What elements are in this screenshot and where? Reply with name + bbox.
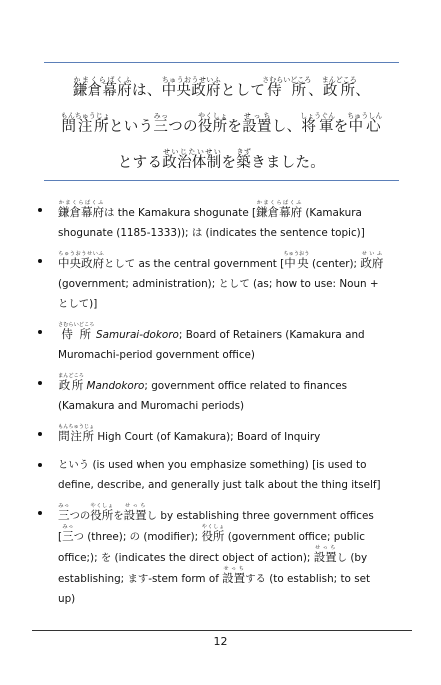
kanji-base: 問注所 xyxy=(58,429,95,443)
text-segment: を xyxy=(227,119,243,135)
furigana-word xyxy=(161,76,221,99)
furigana-word xyxy=(236,148,252,171)
furigana-reading: きず xyxy=(236,148,252,156)
furigana-reading: ちゅうおうせいふ xyxy=(58,251,104,257)
text-segment: は、 xyxy=(132,83,162,99)
kanji-base: 役所 xyxy=(201,529,225,543)
furigana-reading: もんちゅうじょ xyxy=(58,424,95,430)
text-segment: を xyxy=(221,155,237,171)
passage-line xyxy=(44,112,399,134)
list-item xyxy=(38,322,388,365)
kanji-base: 設置 xyxy=(313,550,337,564)
kanji-base: 設置 xyxy=(242,119,272,135)
page-number: 12 xyxy=(213,635,228,648)
bullet-icon xyxy=(38,511,42,515)
text-segment: 、 xyxy=(308,83,324,99)
list-item xyxy=(38,455,388,495)
furigana-word xyxy=(360,251,384,270)
furigana-reading: さむらいどころ xyxy=(262,76,312,84)
furigana-reading: かまくらばくふ xyxy=(58,200,104,206)
text-segment: (government office; public office;); を (indicates the direct object of action); xyxy=(58,531,366,564)
vocabulary-list xyxy=(38,200,388,617)
furigana-reading: まんどころ xyxy=(58,373,84,379)
kanji-base: 役所 xyxy=(90,508,114,522)
furigana-reading: せいふ xyxy=(360,251,384,257)
kanji-base: 役所 xyxy=(197,119,228,135)
romanized-term: Mandokoro xyxy=(86,380,145,392)
bullet-icon xyxy=(38,208,42,212)
text-segment: を xyxy=(113,510,124,522)
furigana-reading: さむらいどころ xyxy=(58,322,95,328)
furigana-word xyxy=(300,112,336,135)
kanji-base: 設置 xyxy=(123,508,147,522)
furigana-word xyxy=(90,503,114,522)
furigana-word xyxy=(60,112,110,135)
furigana-word xyxy=(58,424,95,443)
furigana-word xyxy=(58,322,95,341)
furigana-word xyxy=(58,373,84,392)
text-segment: 、 xyxy=(355,83,371,99)
kanji-base: 築 xyxy=(236,155,252,171)
text-segment: つの xyxy=(168,119,198,135)
footer-divider xyxy=(32,630,412,631)
furigana-reading: せっち xyxy=(222,566,246,572)
furigana-reading: ちゅうおうせいふ xyxy=(161,76,221,84)
text-segment: し (by establishing; ます-stem form of xyxy=(58,552,368,585)
furigana-reading: ちゅうしん xyxy=(347,112,383,120)
kanji-base: 中央 xyxy=(283,256,310,270)
bullet-icon xyxy=(38,381,42,385)
furigana-word xyxy=(62,524,74,543)
kanji-base: 中心 xyxy=(347,119,383,135)
furigana-reading: みっ xyxy=(62,524,74,530)
text-segment: し、 xyxy=(271,119,302,135)
furigana-reading: せいじたいせい xyxy=(162,148,222,156)
kanji-base: 鎌倉幕府 xyxy=(72,83,133,99)
furigana-reading: やくしょ xyxy=(90,503,114,509)
kanji-base: 中央政府 xyxy=(161,83,221,99)
kanji-base: 三 xyxy=(62,529,74,543)
text-segment: し by establishing three government offices [ xyxy=(58,510,374,543)
text-segment: (Kamakura shogunate (1185-1333)); は (indicates the sentence topic)] xyxy=(58,207,365,239)
furigana-reading: せっち xyxy=(242,112,272,120)
furigana-word xyxy=(123,503,147,522)
furigana-word xyxy=(262,76,312,99)
text-segment: という xyxy=(108,119,154,135)
furigana-word xyxy=(162,148,222,171)
text-segment: (government; administration); として (as; how to use: Noun + として)] xyxy=(58,278,379,310)
furigana-reading: かまくらばくふ xyxy=(72,76,132,84)
text-segment: つ (three); の (modifier); xyxy=(73,531,202,543)
text-segment: (center); xyxy=(308,258,361,270)
furigana-word xyxy=(153,112,169,135)
text-segment: とする xyxy=(117,155,163,171)
furigana-word xyxy=(283,251,310,270)
bottom-divider xyxy=(44,180,399,181)
kanji-base: 将軍 xyxy=(300,119,336,135)
furigana-reading: みっ xyxy=(153,112,169,120)
furigana-reading: やくしょ xyxy=(197,112,228,120)
list-item xyxy=(38,251,388,314)
text-segment: きました。 xyxy=(251,155,326,171)
text-segment: ; Board of Retainers (Kamakura and Muromachi-period government office) xyxy=(58,329,365,361)
text-segment: は the Kamakura shogunate [ xyxy=(104,207,257,219)
text-segment: を xyxy=(333,119,349,135)
kanji-base: 鎌倉幕府 xyxy=(58,205,104,219)
furigana-word xyxy=(347,112,383,135)
list-item xyxy=(38,503,388,609)
furigana-word xyxy=(197,112,228,135)
passage-line xyxy=(44,76,399,98)
bullet-icon xyxy=(38,463,42,467)
furigana-reading: みっ xyxy=(58,503,70,509)
kanji-base: 侍所 xyxy=(58,327,95,341)
furigana-word xyxy=(313,545,337,564)
kanji-base: 政所 xyxy=(58,378,84,392)
kanji-base: 政府 xyxy=(360,256,384,270)
furigana-reading: もんちゅうじょ xyxy=(60,112,110,120)
furigana-word xyxy=(242,112,272,135)
list-item xyxy=(38,424,388,447)
furigana-word xyxy=(72,76,133,99)
furigana-word xyxy=(58,251,104,270)
bullet-icon xyxy=(38,330,42,334)
kanji-base: 中央政府 xyxy=(58,256,104,270)
text-segment: として xyxy=(220,83,266,99)
furigana-word xyxy=(222,566,246,585)
kanji-base: 三 xyxy=(58,508,70,522)
text-segment: ; government office related to finances (Kamakura and Muromachi periods) xyxy=(58,380,348,412)
kanji-base: 三 xyxy=(153,119,169,135)
kanji-base: 問注所 xyxy=(60,119,110,135)
kanji-base: 侍所 xyxy=(262,83,312,99)
furigana-word xyxy=(58,200,104,219)
furigana-reading: まんどころ xyxy=(321,76,357,84)
japanese-passage xyxy=(44,64,399,170)
text-segment: High Court (of Kamakura); Board of Inquiry xyxy=(94,431,321,443)
furigana-reading: しょうぐん xyxy=(300,112,336,120)
text-segment: という (is used when you emphasize something) [is used to define, describe, and generally just talk about the thing itself] xyxy=(58,459,381,491)
romanized-term: Samurai-dokoro xyxy=(96,329,179,341)
bullet-icon xyxy=(38,432,42,436)
bullet-icon xyxy=(38,259,42,263)
passage-line xyxy=(44,148,399,170)
kanji-base: 設置 xyxy=(222,571,246,585)
kanji-base: 鎌倉幕府 xyxy=(256,205,303,219)
kanji-base: 政治体制 xyxy=(162,155,222,171)
list-item xyxy=(38,200,388,243)
text-segment: つの xyxy=(69,510,91,522)
top-divider xyxy=(44,62,399,63)
furigana-word xyxy=(58,503,70,522)
furigana-word xyxy=(256,200,303,219)
furigana-reading: ちゅうおう xyxy=(283,251,310,257)
furigana-reading: せっち xyxy=(313,545,337,551)
text-segment: する (to establish; to set up) xyxy=(58,573,371,605)
furigana-reading: やくしょ xyxy=(201,524,225,530)
furigana-word xyxy=(201,524,225,543)
list-item xyxy=(38,373,388,416)
text-segment: として as the central government [ xyxy=(104,258,285,270)
furigana-word xyxy=(321,76,357,99)
furigana-reading: かまくらばくふ xyxy=(256,200,303,206)
kanji-base: 政所 xyxy=(321,83,357,99)
furigana-reading: せっち xyxy=(123,503,147,509)
